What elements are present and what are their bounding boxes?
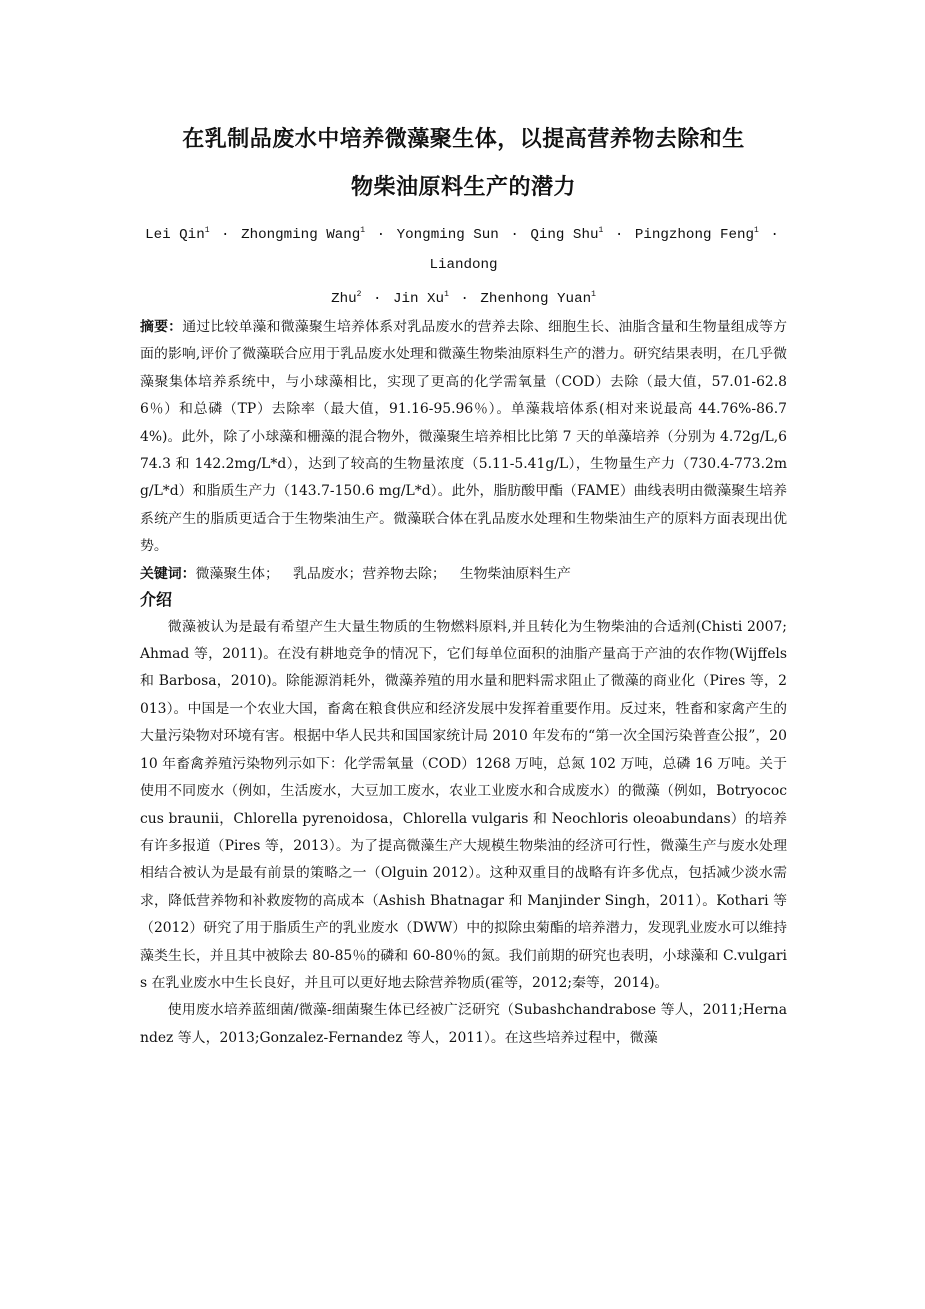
author-name: Lei Qin xyxy=(145,227,205,243)
abstract-text: 通过比较单藻和微藻聚生培养体系对乳品废水的营养去除、细胞生长、油脂含量和生物量组成等方面的影响,评价了微藻联合应用于乳品废水处理和微藻生物柴油原料生产的潜力。研究结果表明，在几乎微藻聚集体培养系统中，与小球藻相比，实现了更高的化学需氧量（COD）去除（最大值，57.01-62.86％）和总磷（TP）去除率（最大值，91.16-95.96％）。单藻栽培体系(相对来说最高 44.76%-86.74%)。此外，除了小球藻和栅藻的混合物外，微藻聚生培养相比比第 7 天的单藻培养（分别为 4.72g/L,674.3 和 142.2mg/L*d），达到了较高的生物量浓度（5.11-5.41g/L），生物量生产力（730.4-773.2mg/L*d）和脂质生产力（143.7-150.6 mg/L*d）。此外，脂肪酸甲酯（FAME）曲线表明由微藻聚生培养系统产生的脂质更适合于生物柴油生产。微藻联合体在乳品废水处理和生物柴油生产的原料方面表现出优势。 xyxy=(140,319,787,555)
author-separator: · xyxy=(376,227,386,243)
author-name: Zhongming Wang xyxy=(241,227,361,243)
keyword: 乳品废水；营养物去除； xyxy=(292,565,446,582)
keyword: 微藻聚生体； xyxy=(195,565,279,582)
author-name: Liandong xyxy=(429,257,498,273)
author-separator: · xyxy=(221,227,230,243)
author-separator: · xyxy=(372,291,382,307)
affiliation-mark: 1 xyxy=(360,226,366,235)
intro-paragraph: 微藻被认为是最有希望产生大量生物质的生物燃料原料,并且转化为生物柴油的合适剂(Chisti 2007;Ahmad 等，2011)。在没有耕地竞争的情况下，它们每单位面积的油脂产量高于产油的农作物(Wijffels 和 Barbosa，2010)。除能源消耗外，微藻养殖的用水量和肥料需求阻止了微藻的商业化（Pires 等，2013）。中国是一个农业大国，畜禽在粮食供应和经济发展中发挥着重要作用。反过来，牲畜和家禽产生的大量污染物对环境有害。根据中华人民共和国国家统计局 2010 年发布的“第一次全国污染普查公报”，2010 年畜禽养殖污染物列示如下：化学需氧量（COD）1268 万吨，总氮 102 万吨，总磷 16 万吨。关于使用不同废水（例如，生活废水，大豆加工废水，农业工业废水和合成废水）的微藻（例如，Botryococcus braunii，Chlorella pyrenoidosa，Chlorella vulgaris 和 Neochloris oleoabundans）的培养有许多报道（Pires 等，2013）。为了提高微藻生产大规模生物柴油的经济可行性，微藻生产与废水处理相结合被认为是最有前景的策略之一（Olguin 2012）。这种双重目的战略有许多优点，包括减少淡水需求，降低营养物和补救废物的高成本（Ashish Bhatnagar 和 Manjinder Singh，2011）。Kothari 等（2012）研究了用于脂质生产的乳业废水（DWW）中的拟除虫菊酯的培养潜力，发现乳业废水可以维持藻类生长，并且其中被除去 80-85％的磷和 60-80％的氮。我们前期的研究也表明，小球藻和 C.vulgaris 在乳业废水中生长良好，并且可以更好地去除营养物质(霍等，2012;秦等，2014)。 xyxy=(140,618,787,991)
affiliation-mark: 1 xyxy=(591,290,596,299)
title-line-1: 在乳制品废水中培养微藻聚生体，以提高营养物去除和生 xyxy=(182,127,745,152)
author-name: Zhu xyxy=(331,291,357,307)
author-name: Pingzhong Feng xyxy=(634,227,755,243)
author-list xyxy=(140,216,787,314)
author-line-2 xyxy=(140,280,787,314)
author-name: Zhenhong Yuan xyxy=(480,291,592,307)
author-separator: · xyxy=(770,227,779,243)
intro-paragraph: 使用废水培养蓝细菌/微藻-细菌聚生体已经被广泛研究（Subashchandrabose 等人，2011;Hernandez 等人，2013;Gonzalez-Fernandez 等人，2011）。在这些培养过程中，微藻 xyxy=(140,1002,787,1046)
author-name: Yongming Sun xyxy=(396,227,499,243)
affiliation-mark: 1 xyxy=(598,226,604,235)
author-name: Qing Shu xyxy=(530,227,599,243)
keywords xyxy=(140,561,787,588)
section-heading-introduction: 介绍 xyxy=(140,589,173,609)
abstract xyxy=(140,314,787,561)
keyword: 生物柴油原料生产 xyxy=(459,565,571,582)
title-line-2: 物柴油原料生产的潜力 xyxy=(350,175,576,200)
keywords-label: 关键词： xyxy=(140,565,196,582)
affiliation-mark: 1 xyxy=(444,290,449,299)
author-line-1 xyxy=(140,216,787,280)
affiliation-mark: 2 xyxy=(356,290,362,299)
paper-title xyxy=(140,116,787,212)
affiliation-mark: 1 xyxy=(754,226,759,235)
author-separator: · xyxy=(614,227,624,243)
abstract-label: 摘要： xyxy=(140,319,183,335)
author-name: Jin Xu xyxy=(392,291,445,307)
author-separator: · xyxy=(460,291,469,307)
affiliation-mark: 1 xyxy=(204,226,210,235)
author-separator: · xyxy=(510,227,519,243)
